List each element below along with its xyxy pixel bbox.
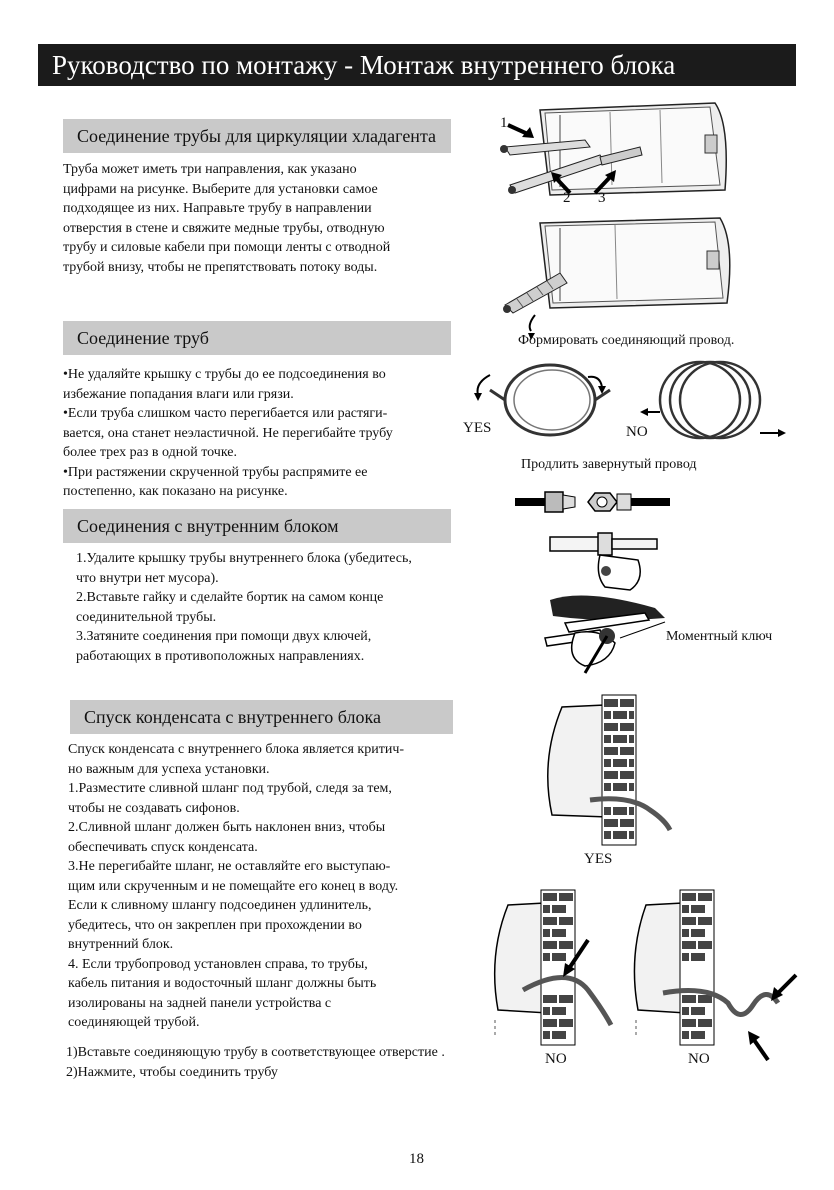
section-text-refrigerant [63,160,463,277]
text-line: Труба может иметь три направления, как указано [63,162,357,177]
indoor-unit-pipe-directions-figure [490,95,740,210]
note-line: 1)Вставьте соединяющую трубу в соответствующее отверстие . [66,1045,445,1060]
text-line: соединяющей трубой. [68,1015,200,1030]
section-heading-indoor-connections: Соединения с внутренним блоком [63,509,451,543]
text-line: 1.Разместите сливной шланг под трубой, следя за тем, [68,781,392,796]
text-line: но важным для успеха установки. [68,761,270,777]
section-heading-refrigerant: Соединение трубы для циркуляции хладагента [63,119,451,153]
text-line: обеспечивать спуск конденсата. [68,839,258,855]
text-line: работающих в противоположных направлениях. [76,648,365,664]
direction-number-3: 3 [598,190,606,206]
text-line: 3.Затяните соединения при помощи двух ключей, [76,629,372,644]
section-heading-condensate: Спуск конденсата с внутреннего блока [70,700,453,734]
caption-extend-wrapped-wire: Продлить завернутый провод [521,457,697,472]
text-line: внутренний блок. [68,937,174,952]
section-text-pipes [63,365,453,502]
text-line: подходящее из них. Направьте трубу в направлении [63,201,372,216]
text-line: 3.Не перегибайте шланг, не оставляйте его выступаю- [68,859,391,874]
label-no-drain-2: NO [688,1051,710,1067]
direction-number-1: 1 [500,115,508,131]
text-line: отверстия в стене и свяжите медные трубы, отводную [63,220,385,236]
text-line: щим или скрученным и не помещайте его конец в воду. [68,878,399,894]
text-line: 4. Если трубопровод установлен справа, то трубы, [68,956,368,972]
text-line: Спуск конденсата с внутреннего блока является критич- [68,742,405,757]
torque-wrench-leader-line [620,620,670,640]
label-yes-coil: YES [463,420,492,436]
text-line: трубой внизу, чтобы не препятствовать потоку воды. [63,259,378,275]
text-line: чтобы не создавать сифонов. [68,800,240,816]
text-line: постепенно, как показано на рисунке. [63,484,288,499]
caption-form-connecting-wire: Формировать соединяющий провод. [518,333,735,348]
text-line: более трех раз в одной точке. [63,445,238,460]
drain-hose-no-figure-1 [483,885,628,1050]
text-line: 2.Вставьте гайку и сделайте бортик на самом конце [76,590,384,605]
label-yes-drain: YES [584,851,613,867]
section-text-indoor-connections [76,549,454,666]
text-line: убедитесь, что он закреплен при прохождении во [68,917,362,933]
text-line: •Если труба слишком часто перегибается или растяги- [63,406,388,421]
text-line: •Не удаляйте крышку с трубы до ее подсоединения во [63,367,386,382]
section-text-condensate [68,740,453,1033]
flare-fitting-figure [515,485,675,520]
text-line: избежание попадания влаги или грязи. [63,386,294,402]
drain-hose-yes-figure [540,695,685,845]
text-line: вается, она станет неэластичной. Не перегибайте трубу [63,425,393,441]
page-number: 18 [409,1151,424,1167]
text-line: Если к сливному шлангу подсоединен удлинитель, [68,898,372,913]
direction-number-2: 2 [563,190,571,206]
text-line: что внутри нет мусора). [76,570,219,586]
condensate-notes [66,1043,526,1082]
text-line: •При растяжении скрученной трубы распрямите ее [63,464,368,480]
text-line: кабель питания и водосточный шланг должны быть [68,976,377,991]
hand-connecting-pipe-figure [550,525,660,595]
text-line: трубу и силовые кабели при помощи ленты с отводной [63,240,391,255]
note-line: 2)Нажмите, чтобы соединить трубу [66,1064,278,1080]
drain-hose-no-figure-2 [628,885,803,1060]
text-line: изолированы на задней панели устройства с [68,995,332,1011]
label-no-drain-1: NO [545,1051,567,1067]
label-no-coil: NO [626,424,648,440]
text-line: цифрами на рисунке. Выберите для установки самое [63,181,378,197]
text-line: 1.Удалите крышку трубы внутреннего блока (убедитесь, [76,551,412,566]
indoor-unit-wrapped-pipe-figure [495,213,740,328]
text-line: соединительной трубы. [76,609,217,625]
page-title: Руководство по монтажу - Монтаж внутреннего блока [38,44,796,86]
section-heading-pipes: Соединение труб [63,321,451,355]
text-line: 2.Сливной шланг должен быть наклонен вниз, чтобы [68,820,386,835]
label-torque-wrench: Моментный ключ [666,629,773,644]
